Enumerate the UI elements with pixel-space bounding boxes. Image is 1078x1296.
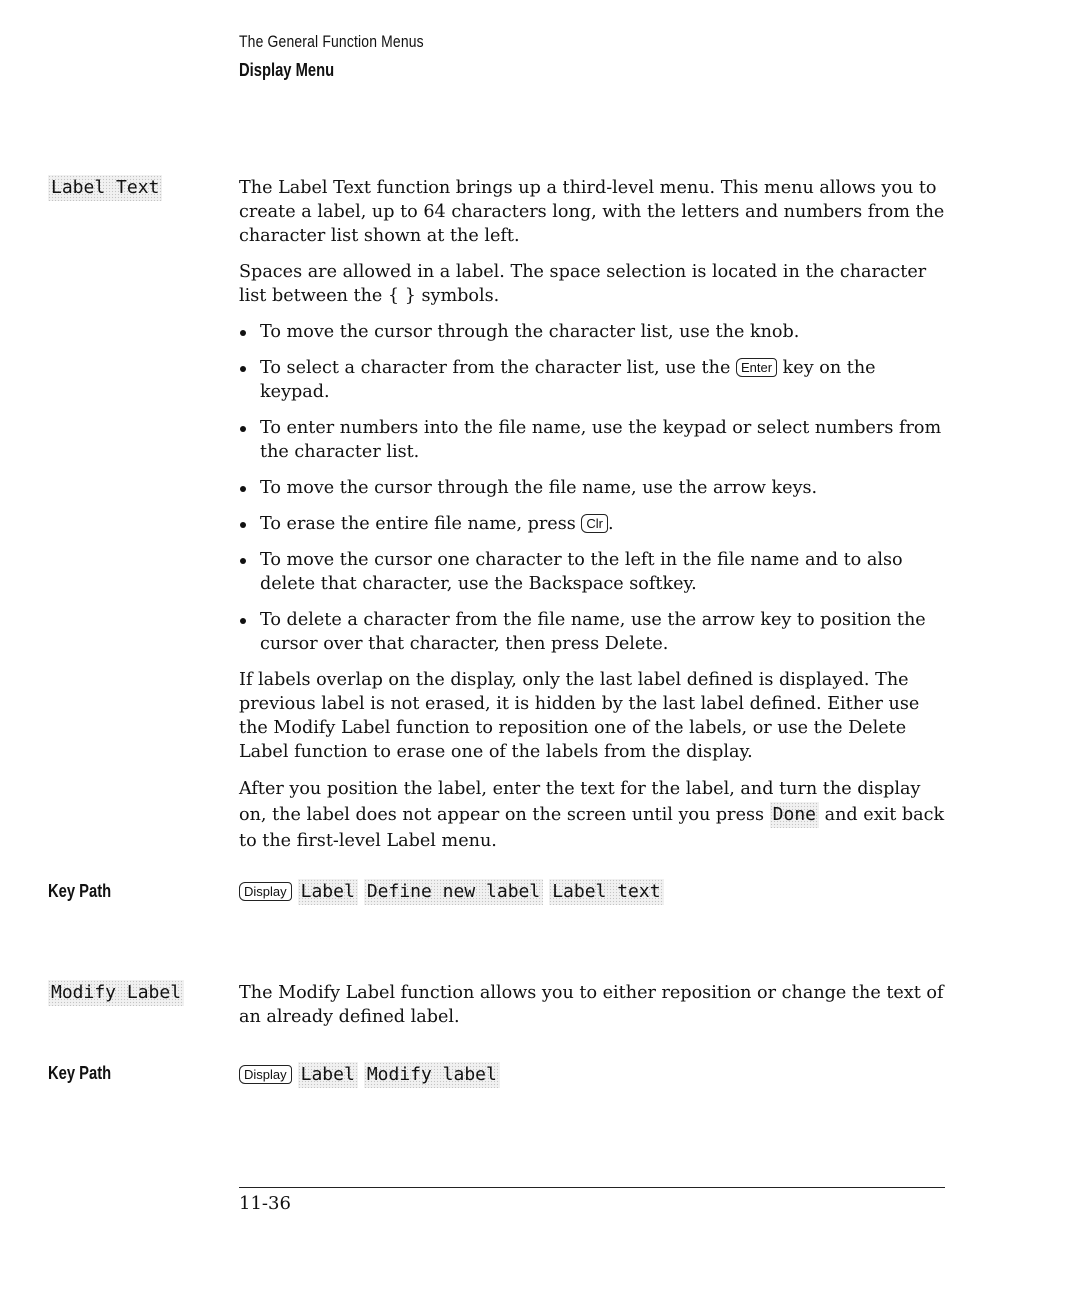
footer-rule bbox=[239, 1187, 945, 1188]
modify-label-description: The Modify Label function allows you to either reposition or change the text of an already defined label. bbox=[239, 983, 944, 1027]
label-after-paragraph bbox=[239, 776, 945, 854]
bullet-delete-character: To delete a character from the file name, use the arrow key to position the cursor over that character, then press Delete. bbox=[239, 608, 945, 656]
modify-label-softkey-heading bbox=[48, 980, 184, 1006]
bullet-erase-text-after: . bbox=[607, 514, 614, 534]
label-text-bullet-list bbox=[239, 320, 945, 656]
label-text-key-path-label: Key Path bbox=[48, 881, 112, 901]
label-text-body bbox=[239, 176, 945, 866]
modify-label-key-path-label: Key Path bbox=[48, 1063, 112, 1083]
display-key: Display bbox=[239, 1065, 292, 1084]
label-text-intro: The Label Text function brings up a third-level menu. This menu allows you to create a label, up to 64 characters long, with the letters and numbers from the character list shown at the left. bbox=[239, 178, 945, 246]
label-softkey: Label bbox=[298, 1062, 358, 1088]
after-text-before: After you position the label, enter the text for the label, and turn the display on, the label does not appear on the screen until you press bbox=[239, 779, 921, 825]
modify-label-key-path bbox=[239, 1061, 500, 1089]
enter-key: Enter bbox=[736, 358, 777, 377]
bullet-erase-filename bbox=[239, 512, 945, 536]
label-overlap-paragraph: If labels overlap on the display, only the last label defined is displayed. The previous label is not erased, it is hidden by the last label defined. Either use the Modify Label function to reposition one of the labels, or use the Delete Label function to erase one of the labels from the display. bbox=[239, 670, 920, 762]
bullet-move-cursor-filename: To move the cursor through the file name, use the arrow keys. bbox=[239, 476, 945, 500]
page-title: Display Menu bbox=[239, 60, 335, 80]
modify-label-softkey: Modify Label bbox=[48, 980, 184, 1006]
define-new-label-softkey: Define new label bbox=[364, 879, 543, 905]
label-text-softkey-heading bbox=[48, 175, 162, 201]
bullet-select-text-after: key on the keypad. bbox=[260, 358, 876, 402]
label-text-key-path bbox=[239, 878, 664, 906]
page-number: 11-36 bbox=[239, 1193, 291, 1214]
after-text-after: and exit back to the first-level Label menu. bbox=[239, 805, 945, 851]
bullet-erase-text-before: To erase the entire file name, press bbox=[260, 514, 576, 534]
bullet-select-text-before: To select a character from the character list, use the bbox=[260, 358, 731, 378]
modify-label-path-softkey: Modify label bbox=[364, 1062, 500, 1088]
label-softkey: Label bbox=[298, 879, 358, 905]
label-text-path-softkey: Label text bbox=[549, 879, 663, 905]
bullet-backspace: To move the cursor one character to the left in the file name and to also delete that character, use the Backspace softkey. bbox=[239, 548, 945, 596]
bullet-enter-numbers: To enter numbers into the file name, use the keypad or select numbers from the character list. bbox=[239, 416, 945, 464]
display-key: Display bbox=[239, 882, 292, 901]
done-softkey: Done bbox=[770, 802, 819, 828]
label-text-softkey: Label Text bbox=[48, 175, 162, 201]
modify-label-body bbox=[239, 981, 945, 1041]
bullet-move-cursor-list: To move the cursor through the character list, use the knob. bbox=[239, 320, 945, 344]
label-text-spaces: Spaces are allowed in a label. The space selection is located in the character list between the { } symbols. bbox=[239, 262, 927, 306]
clr-key: Clr bbox=[581, 514, 608, 533]
section-header: The General Function Menus bbox=[239, 32, 424, 51]
bullet-select-character bbox=[239, 356, 945, 404]
